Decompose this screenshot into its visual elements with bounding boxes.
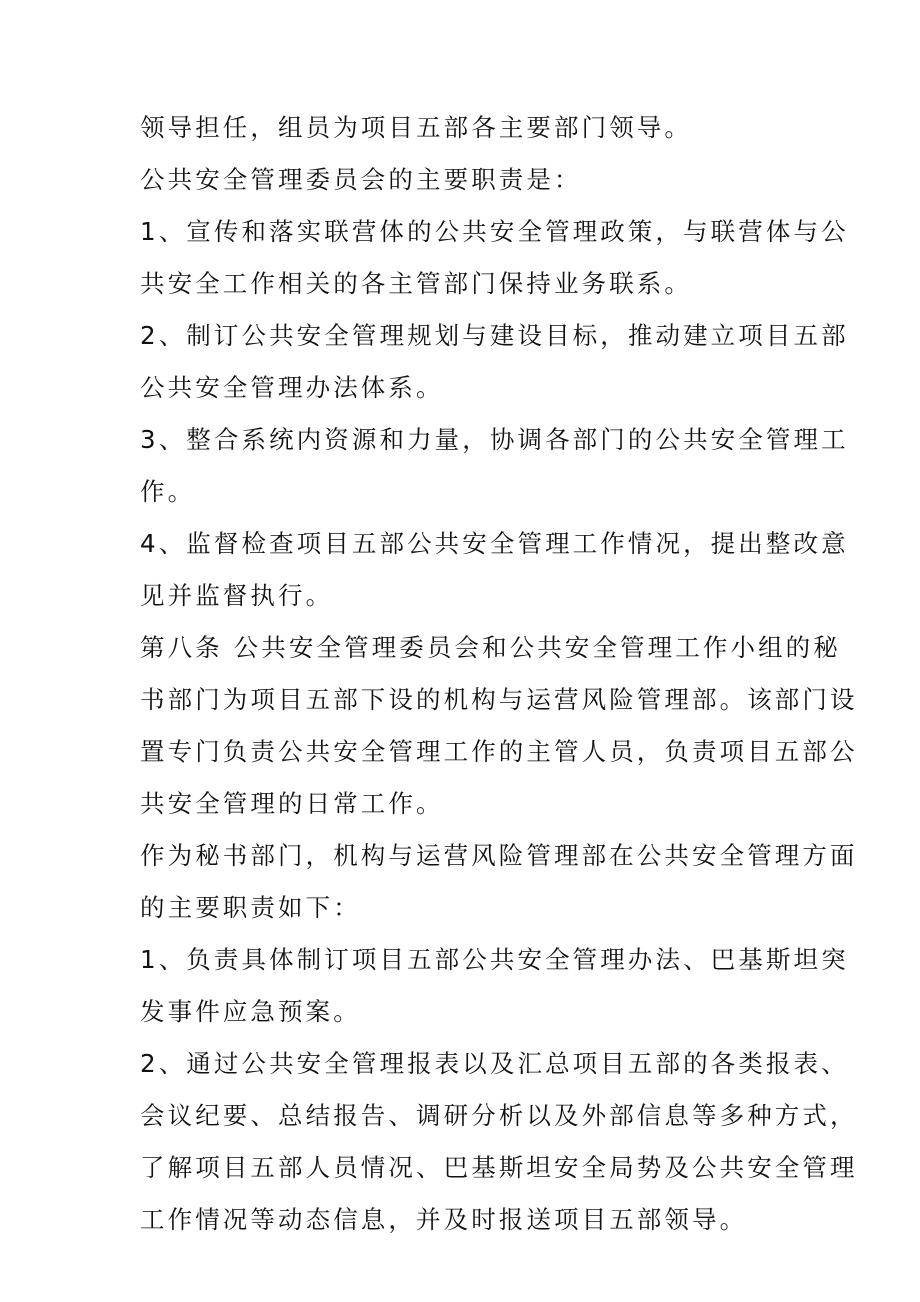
text-line: 工作情况等动态信息，并及时报送项目五部领导。 — [140, 1205, 748, 1234]
text-line: 领导担任，组员为项目五部各主要部门领导。 — [140, 113, 692, 142]
text-line: 置专门负责公共安全管理工作的主管人员，负责项目五部公 — [140, 737, 858, 766]
text-line: 共安全管理的日常工作。 — [140, 789, 444, 818]
text-line: 了解项目五部人员情况、巴基斯坦安全局势及公共安全管理 — [140, 1153, 858, 1182]
text-line: 4、监督检查项目五部公共安全管理工作情况，提出整改意 — [140, 529, 849, 558]
text-line: 2、制订公共安全管理规划与建设目标，推动建立项目五部 — [140, 321, 849, 350]
text-line: 会议纪要、总结报告、调研分析以及外部信息等多种方式， — [140, 1101, 858, 1130]
document-body — [140, 111, 858, 1255]
text-line: 第八条 公共安全管理委员会和公共安全管理工作小组的秘 — [140, 633, 841, 662]
text-line: 的主要职责如下： — [140, 893, 361, 922]
text-line: 公共安全管理委员会的主要职责是： — [140, 165, 582, 194]
text-line: 发事件应急预案。 — [140, 997, 361, 1026]
text-line: 共安全工作相关的各主管部门保持业务联系。 — [140, 269, 692, 298]
text-line: 书部门为项目五部下设的机构与运营风险管理部。该部门设 — [140, 685, 858, 714]
text-line: 1、负责具体制订项目五部公共安全管理办法、巴基斯坦突 — [140, 945, 849, 974]
text-line: 2、通过公共安全管理报表以及汇总项目五部的各类报表、 — [140, 1049, 849, 1078]
text-line: 作为秘书部门，机构与运营风险管理部在公共安全管理方面 — [140, 841, 858, 870]
text-line: 见并监督执行。 — [140, 581, 334, 610]
text-line: 1、宣传和落实联营体的公共安全管理政策，与联营体与公 — [140, 217, 849, 246]
text-line: 作。 — [140, 477, 196, 506]
text-line: 公共安全管理办法体系。 — [140, 373, 444, 402]
text-line: 3、整合系统内资源和力量，协调各部门的公共安全管理工 — [140, 425, 849, 454]
